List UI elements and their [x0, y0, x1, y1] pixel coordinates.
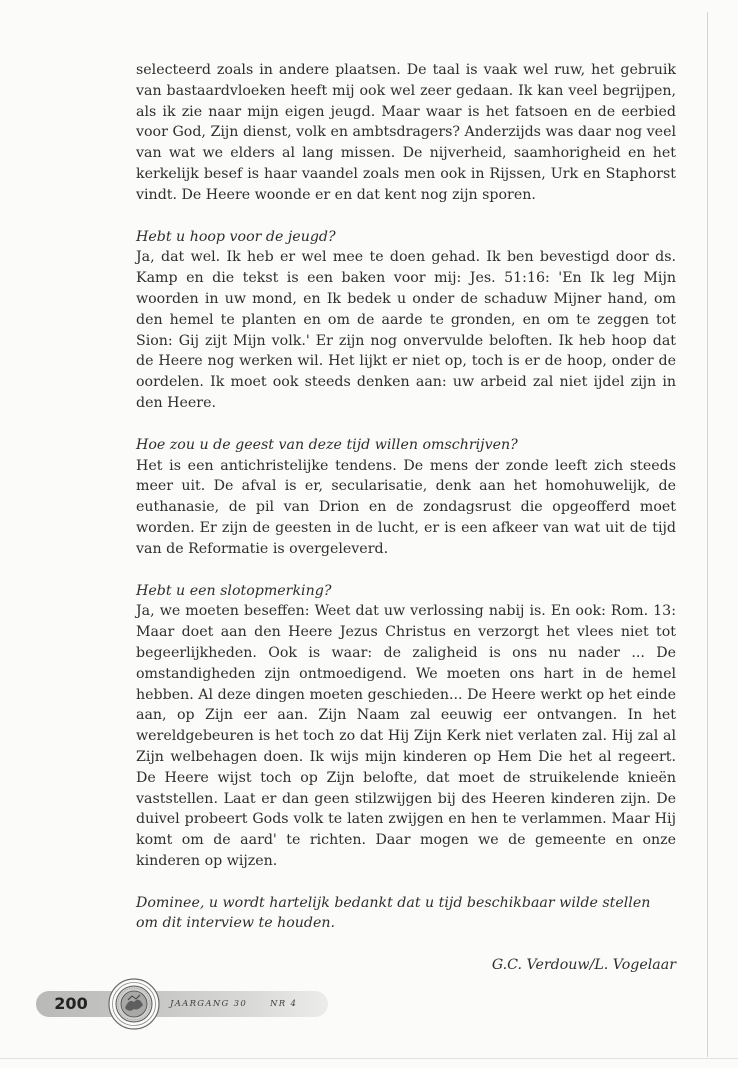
spacer: [136, 560, 676, 581]
page-edge-line: [707, 12, 708, 1057]
article-body: [136, 60, 676, 976]
volume-label: JAARGANG 30: [170, 999, 248, 1009]
answer-youth: Ja, dat wel. Ik heb er wel mee te doen gehad. Ik ben bevestigd door ds. Kamp en die tekst is een baken voor mij: Jes. 51:16: 'En Ik leg Mijn woorden in uw mond, en Ik bedek u onder de schaduw Mijner hand, om den hemel te planten en om de aarde te gronden, en om te zeggen tot Sion: Gij zijt Mijn volk.' Er zijn nog onvervulde beloften. Ik heb hoop dat de Heere nog werken wil. Het lijkt er niet op, toch is er de hoop, onder de oordelen. Ik moet ook steeds denken aan: uw arbeid zal niet ijdel zijn in den Heere.: [136, 249, 676, 411]
issue-label: NR 4: [270, 999, 298, 1009]
page-bottom-line: [0, 1058, 738, 1059]
page-number: 200: [54, 994, 88, 1013]
circular-seal-logo-icon: [108, 978, 160, 1030]
question-spirit-of-time: Hoe zou u de geest van deze tijd willen omschrijven?: [136, 436, 518, 453]
paragraph-intro: selecteerd zoals in andere plaatsen. De taal is vaak wel ruw, het gebruik van bastaardvloeken heeft mij ook wel zeer gedaan. Ik kan veel begrijpen, als ik zie naar mijn eigen jeugd. Maar waar is het fatsoen en de eerbied voor God, Zijn dienst, volk en ambtsdragers? Anderzijds was daar nog veel van wat we elders al lang missen. De nijverheid, saamhorigheid en het kerkelijk besef is haar vaandel zoals men ook in Rijssen, Urk en Staphorst vindt. De Heere woonde er en dat kent nog zijn sporen.: [136, 62, 676, 203]
page-footer: [36, 978, 336, 1030]
spacer: [136, 872, 676, 893]
author-signature: G.C. Verdouw/L. Vogelaar: [491, 957, 676, 974]
answer-spirit-of-time: Het is een antichristelijke tendens. De mens der zonde leeft zich steeds meer uit. De afval is er, secularisatie, denk aan het homohuwelijk, de euthanasie, de pil van Drion en de zondagsrust die opgeofferd moet worden. Er zijn de geesten in de lucht, er is een afkeer van wat uit de tijd van de Reformatie is overgeleverd.: [136, 457, 676, 557]
spacer: [136, 414, 676, 435]
question-closing-remark: Hebt u een slotopmerking?: [136, 582, 332, 599]
answer-closing-remark: Ja, we moeten beseffen: Weet dat uw verlossing nabij is. En ook: Rom. 13: Maar doet aan den Heere Jezus Christus en verzorgt het vlees niet tot begeerlijkheden. Ook is waar: de zaligheid is ons nu nader ... De omstandigheden zijn ontmoedigend. We moeten ons hart in de hemel hebben. Al deze dingen moeten geschieden... De Heere werkt op het einde aan, op Zijn eer aan. Zijn Naam zal eeuwig eer ontvangen. In het wereldgebeuren is het toch zo dat Hij Zijn Kerk niet verlaten zal. Hij zal al Zijn welbehagen doen. Ik wijs mijn kinderen op Hem Die het al regeert. De Heere wijst toch op Zijn belofte, dat moet de struikelende knieën vaststellen. Laat er dan geen stilzwijgen bij des Heeren kinderen zijn. De duivel probeert Gods volk te laten zwijgen en hen te verlammen. Maar Hij komt om de aard' te richten. Daar mogen we de gemeente en onze kinderen op wijzen.: [136, 603, 676, 869]
question-youth: Hebt u hoop voor de jeugd?: [136, 228, 336, 245]
closing-thanks: Dominee, u wordt hartelijk bedankt dat u tijd beschikbaar wilde stellen om dit interview te houden.: [136, 894, 651, 932]
spacer: [136, 206, 676, 227]
spacer: [136, 934, 676, 955]
